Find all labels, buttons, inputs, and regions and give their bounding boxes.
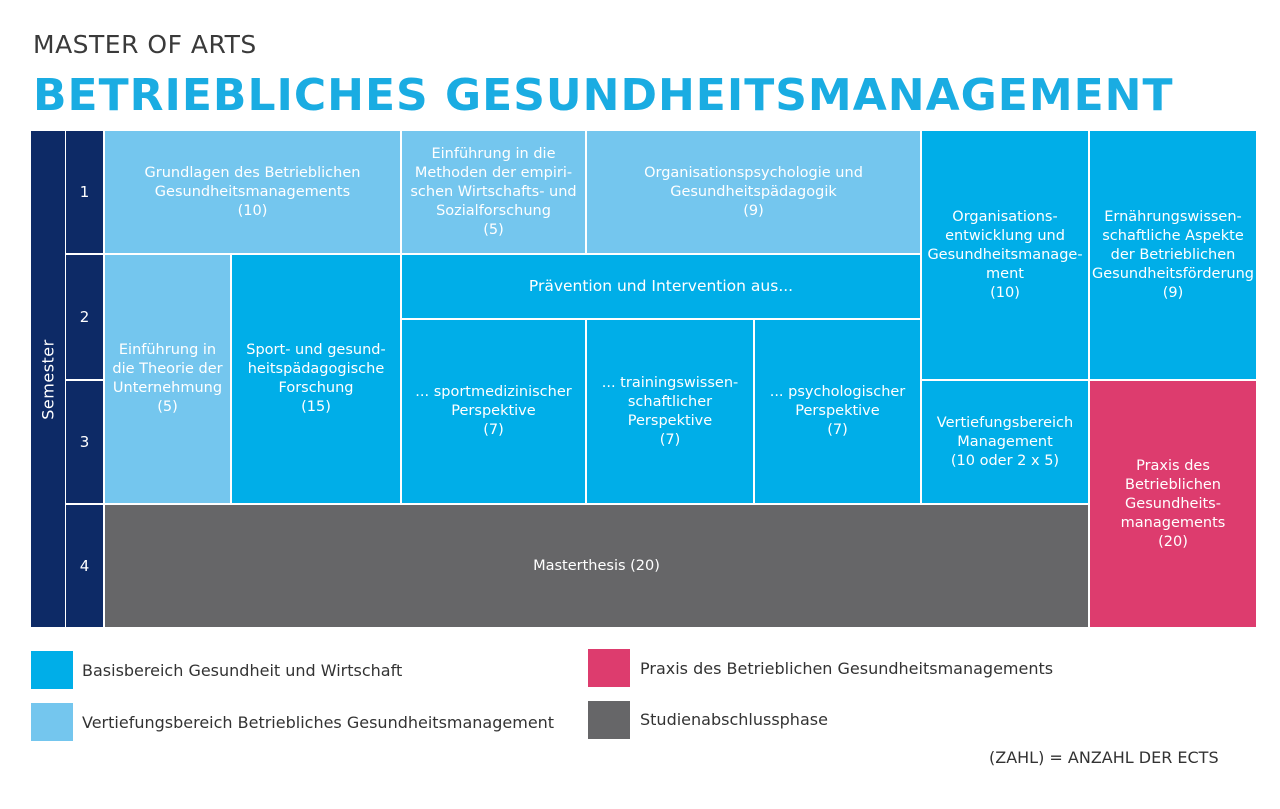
ects-note: (ZAHL) = ANZAHL DER ECTS bbox=[989, 748, 1219, 767]
module-orgentwicklung bbox=[922, 131, 1088, 379]
module-theorie bbox=[105, 255, 230, 503]
legend-swatch-basis bbox=[31, 651, 73, 689]
legend-label-abschluss: Studienabschlussphase bbox=[640, 710, 828, 729]
semester-2-number: 2 bbox=[79, 307, 90, 326]
module-methoden bbox=[402, 131, 585, 253]
semester-3-number: 3 bbox=[79, 432, 90, 451]
module-praxis bbox=[1090, 381, 1256, 627]
module-sportmedizin-label: ... sportmedizinischer Perspektive (7) bbox=[415, 384, 572, 438]
semester-4-number: 4 bbox=[79, 556, 90, 575]
module-grundlagen bbox=[105, 131, 400, 253]
module-sport bbox=[232, 255, 400, 503]
semester-axis-label: Semester bbox=[38, 338, 58, 420]
module-training-label: ... trainingswissen- schaftlicher Perspektive (7) bbox=[601, 374, 739, 448]
module-orgpsych bbox=[587, 131, 920, 253]
legend-swatch-abschluss bbox=[588, 701, 630, 739]
semester-4 bbox=[66, 505, 103, 627]
legend-swatch-vertiefung bbox=[31, 703, 73, 741]
module-masterthesis-label: Masterthesis (20) bbox=[533, 557, 660, 574]
module-ernaehrung bbox=[1090, 131, 1256, 379]
module-methoden-label: Einführung in die Methoden der empiri- schen Wirtschafts- und Sozialforschung (5) bbox=[410, 145, 577, 238]
legend-label-basis: Basisbereich Gesundheit und Wirtschaft bbox=[82, 661, 403, 680]
semester-3 bbox=[66, 381, 103, 503]
module-vertiefung-management-label: Vertiefungsbereich Management (10 oder 2 x 5) bbox=[936, 414, 1074, 469]
module-training bbox=[587, 320, 753, 503]
module-praxis-label: Praxis des Betrieblichen Gesundheits- managements (20) bbox=[1120, 457, 1226, 550]
module-praevention-header bbox=[402, 255, 920, 318]
module-grundlagen-label: Grundlagen des Betrieblichen Gesundheitsmanagements (10) bbox=[144, 164, 361, 219]
semester-axis bbox=[31, 131, 65, 627]
module-psychologie bbox=[755, 320, 920, 503]
module-sport-label: Sport- und gesund- heitspädagogische Forschung (15) bbox=[246, 342, 386, 415]
semester-1-number: 1 bbox=[79, 182, 90, 201]
module-sportmedizin bbox=[402, 320, 585, 503]
module-masterthesis bbox=[105, 505, 1088, 627]
semester-1 bbox=[66, 131, 103, 253]
module-vertiefung-management bbox=[922, 381, 1088, 503]
legend-swatch-praxis bbox=[588, 649, 630, 687]
legend-label-vertiefung: Vertiefungsbereich Betriebliches Gesundheitsmanagement bbox=[82, 713, 555, 732]
subtitle: MASTER OF ARTS bbox=[33, 30, 257, 59]
module-theorie-label: Einführung in die Theorie der Unternehmung (5) bbox=[112, 342, 223, 415]
legend-label-praxis: Praxis des Betrieblichen Gesundheitsmanagements bbox=[640, 659, 1054, 678]
module-orgpsych-label: Organisationspsychologie und Gesundheitspädagogik (9) bbox=[644, 164, 863, 219]
module-orgentwicklung-label: Organisations- entwicklung und Gesundheitsmanage- ment (10) bbox=[927, 208, 1083, 301]
module-psychologie-label: ... psychologischer Perspektive (7) bbox=[769, 384, 906, 438]
semester-2 bbox=[66, 255, 103, 379]
module-ernaehrung-label: Ernährungswissen- schaftliche Aspekte der Betrieblichen Gesundheitsförderung (9) bbox=[1091, 208, 1255, 301]
module-praevention-label: Prävention und Intervention aus... bbox=[528, 277, 794, 295]
page-title: BETRIEBLICHES GESUNDHEITSMANAGEMENT bbox=[33, 70, 1174, 121]
